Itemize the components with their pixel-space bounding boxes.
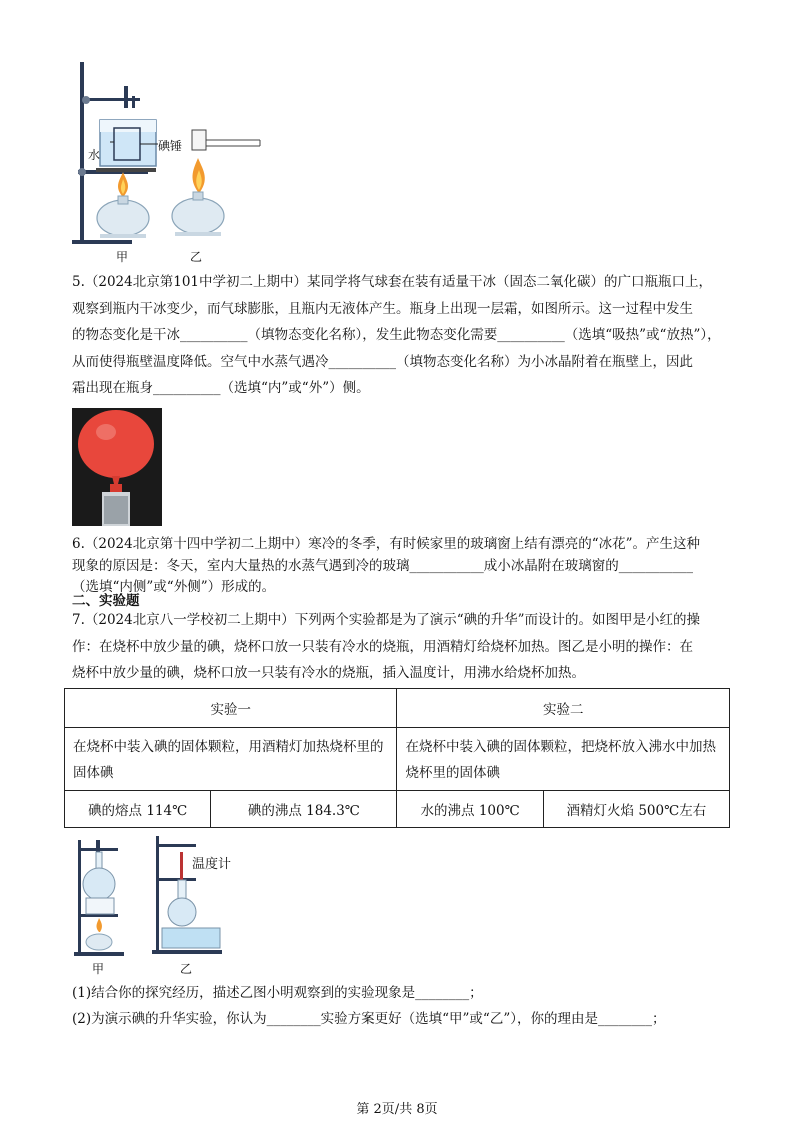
subquestion-1: (1)结合你的探究经历，描述乙图小明观察到的实验现象是________；	[72, 985, 483, 1001]
table-row	[65, 689, 730, 728]
q6-line: 6.（2024北京第十四中学初二上期中）寒冷的冬季，有时候家里的玻璃窗上结有漂亮的“冰花”。产生这种	[72, 536, 701, 552]
section-heading: 二、实验题	[72, 593, 140, 609]
question-7	[72, 607, 732, 687]
table-row	[65, 791, 730, 828]
q5-line: 的物态变化是干冰__________（填物态变化名称），发生此物态变化需要__________（选填“吸热”或“放热”），	[72, 327, 721, 343]
label-iodine-hammer: 碘锤	[158, 139, 183, 153]
q5-line: 从而使得瓶壁温度降低。空气中水蒸气遇冷__________（填物态变化名称）为小冰晶附着在瓶壁上，因此	[72, 353, 693, 370]
label-yi-top: 乙	[190, 250, 203, 264]
q5-line: 5.（2024北京第101中学初二上期中）某同学将气球套在装有适量干冰（固态二氧化碳）的广口瓶瓶口上，	[72, 274, 713, 290]
table-cell: 碘的沸点 184.3℃	[211, 791, 397, 828]
q5-line: 霜出现在瓶身__________（选填“内”或“外”）侧。	[72, 380, 370, 396]
q5-line: 观察到瓶内干冰变少，而气球膨胀，且瓶内无液体产生。瓶身上出现一层霜，如图所示。这一过程中发生	[72, 300, 693, 317]
q7-line: 烧杯中放少量的碘，烧杯口放一只装有冷水的烧瓶，插入温度计，用沸水给烧杯加热。	[72, 665, 585, 681]
question-6	[72, 534, 732, 599]
q7-line: 作：在烧杯中放少量的碘，烧杯口放一只装有冷水的烧瓶，用酒精灯给烧杯加热。图乙是小明的操作：在	[72, 638, 693, 655]
label-yi-bottom: 乙	[180, 962, 193, 976]
q6-line: （选填“内侧”或“外侧”）形成的。	[72, 579, 276, 595]
table-row	[65, 728, 730, 791]
balloon-bottle-photo	[72, 408, 162, 526]
experiment-table	[64, 688, 730, 828]
label-thermometer: 温度计	[192, 857, 232, 872]
label-water: 水	[88, 148, 101, 162]
question-5	[72, 269, 732, 402]
label-jia-bottom: 甲	[92, 962, 105, 976]
table-header-exp2: 实验二	[397, 689, 730, 728]
subquestion-2: (2)为演示碘的升华实验，你认为________实验方案更好（选填“甲”或“乙”），你的理由是________；	[72, 1011, 666, 1027]
page-footer: 第 2页/共 8页	[356, 1102, 438, 1117]
label-jia-top: 甲	[116, 250, 129, 264]
q6-line: 现象的原因是：冬天，室内大量热的水蒸气遇到冷的玻璃___________成小冰晶附在玻璃窗的___________	[72, 557, 693, 574]
iodine-hammer-figure	[70, 58, 270, 268]
table-cell: 水的沸点 100℃	[397, 791, 543, 828]
table-cell: 碘的熔点 114℃	[65, 791, 211, 828]
table-header-exp1: 实验一	[65, 689, 397, 728]
table-cell-exp2-desc: 在烧杯中装入碘的固体颗粒，把烧杯放入沸水中加热烧杯里的固体碘	[397, 728, 730, 791]
table-cell: 酒精灯火焰 500℃左右	[543, 791, 729, 828]
q7-line: 7.（2024北京八一学校初二上期中）下列两个实验都是为了演示“碘的升华”而设计的。如图甲是小红的操	[72, 612, 701, 628]
table-cell-exp1-desc: 在烧杯中装入碘的固体颗粒，用酒精灯加热烧杯里的固体碘	[65, 728, 397, 791]
